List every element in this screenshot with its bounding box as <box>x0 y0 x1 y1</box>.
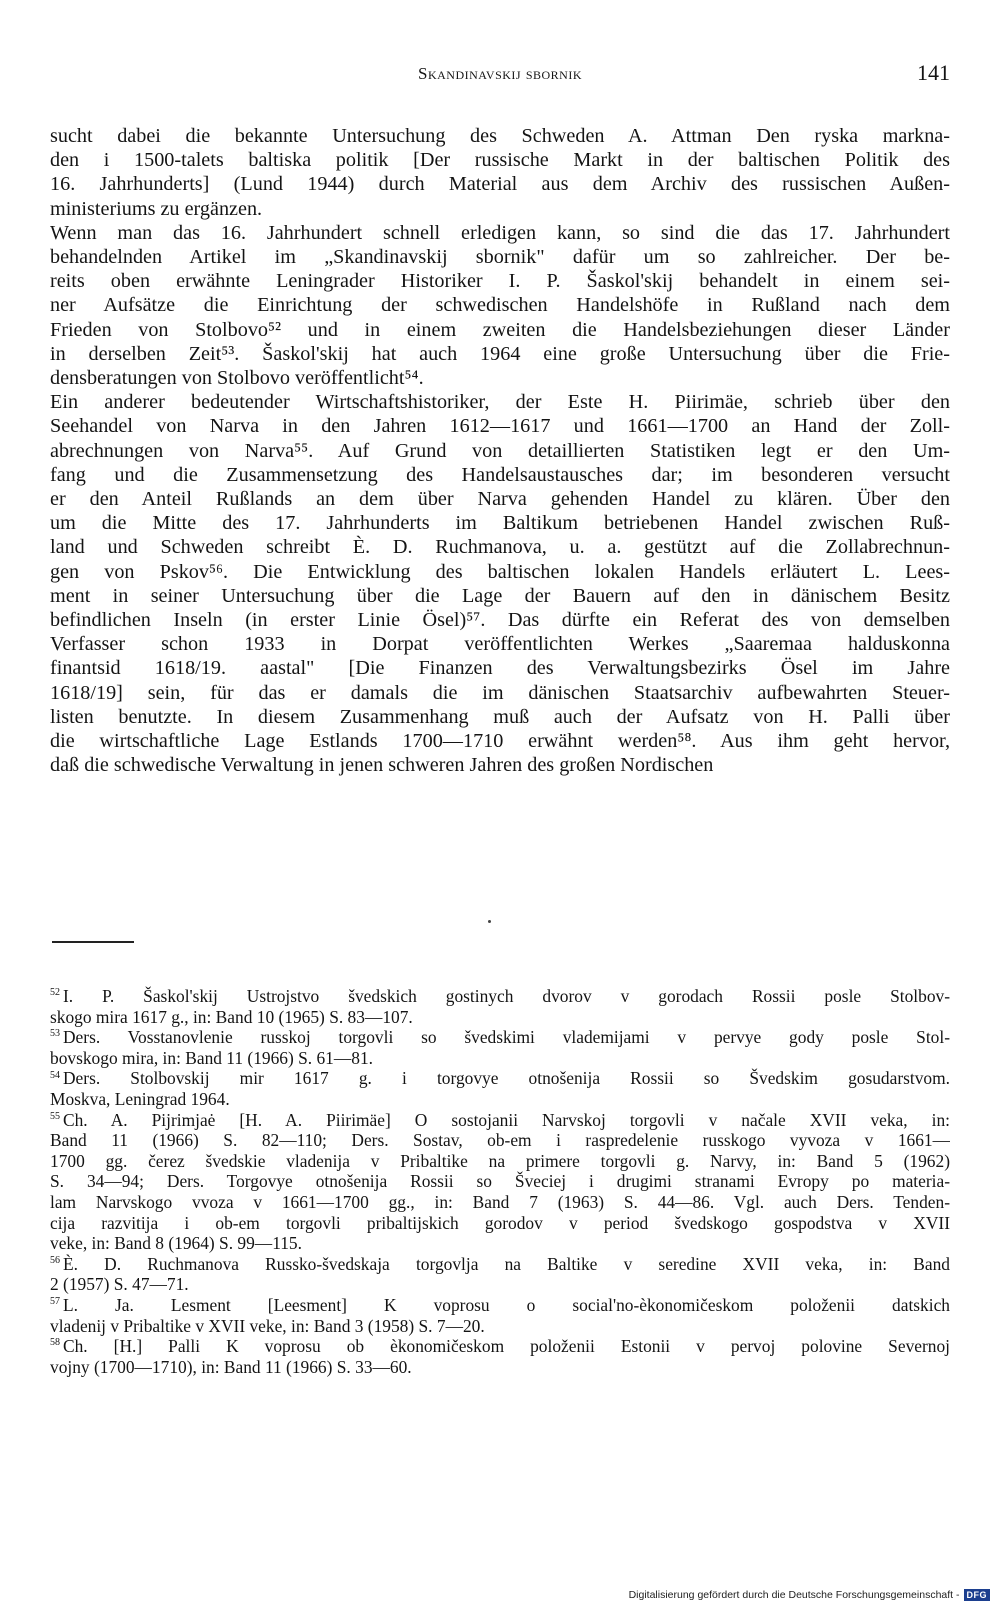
footnote-line <box>50 1027 950 1048</box>
footnote <box>50 1110 950 1254</box>
text-line: fang und die Zusammensetzung des Handelsaustausches dar; im besonderen versucht <box>50 463 950 486</box>
footnote-line <box>50 1336 950 1357</box>
footnote-line <box>50 1130 950 1151</box>
footnotes <box>50 986 950 1377</box>
text-line: sucht dabei die bekannte Untersuchung des Schweden A. Attman Den ryska markna- <box>50 125 950 147</box>
footnote <box>50 1027 950 1068</box>
credit-text: Digitalisierung gefördert durch die Deutsche Forschungsgemeinschaft - <box>628 1589 960 1601</box>
page-header <box>50 60 950 90</box>
footnote-number: 53 <box>50 1028 60 1040</box>
footnote-text: I. P. Šaskol'skij Ustrojstvo švedskich gostinych dvorov v gorodach Rossii posle Stolbov- <box>63 986 950 1006</box>
text-line: finantsid 1618/19. aastal" [Die Finanzen des Verwaltungsbezirks Ösel im Jahre <box>50 657 950 680</box>
text-line: abrechnungen von Narva⁵⁵. Auf Grund von detaillierten Statistiken legt er den Um- <box>50 439 950 462</box>
text-line: er den Anteil Rußlands an dem über Narva gehenden Handel zu klären. Über den <box>50 488 950 511</box>
footnote-line <box>50 1089 950 1110</box>
text-line: Seehandel von Narva in den Jahren 1612—1617 und 1661—1700 an Hand der Zoll- <box>50 415 950 438</box>
footnote <box>50 1254 950 1295</box>
footnote-rule <box>52 941 134 943</box>
text-line: den i 1500-talets baltiska politik [Der russische Markt in der baltischen Politik des <box>50 149 950 172</box>
text-line: ment in seiner Untersuchung über die Lage der Bauern auf den in dänischem Besitz <box>50 584 950 607</box>
footnote-text: Ders. Stolbovskij mir 1617 g. i torgovye otnošenija Rossii so Švedskim gosudarstvom. <box>63 1068 950 1089</box>
scan-speck <box>488 920 491 923</box>
footnote-line <box>50 1192 950 1213</box>
footnote <box>50 986 950 1027</box>
footnote-number: 58 <box>50 1337 60 1349</box>
footnote-text: Ders. Vosstanovlenie russkoj torgovli so švedskimi vlademijami v pervye gody posle Stol- <box>63 1027 950 1048</box>
footnote-number: 55 <box>50 1110 60 1122</box>
text-line: befindlichen Inseln (in erster Linie Ösel)⁵⁷. Das dürfte ein Referat des von demselben <box>50 609 950 632</box>
footnote-line <box>50 1213 950 1234</box>
footnote-line <box>50 1254 950 1275</box>
footnote-line <box>50 986 950 1007</box>
footnote-line <box>50 1357 950 1378</box>
footnote-text: vladenij v Pribaltike v XVII veke, in: Band 3 (1958) S. 7—20. <box>50 1315 485 1336</box>
footnote-text: Ch. A. Pijrimjaė [H. A. Piirimäe] O sostojanii Narvskoj torgovli v načale XVII veka, in: <box>63 1109 950 1130</box>
text-line: Ein anderer bedeutender Wirtschaftshistoriker, der Este H. Piirimäe, schrieb über den <box>50 391 950 414</box>
footnote-text: cija razvitija i ob-em torgovli pribaltijskich gorodov v period švedskogo gospodstva v XVII <box>50 1212 950 1233</box>
footnote-text: bovskogo mira, in: Band 11 (1966) S. 61—81. <box>50 1047 373 1068</box>
footnote-text: 1700 gg. čerez švedskie vladenija v Pribaltike na primere torgovli g. Narvy, in: Band 5 (1962) <box>50 1150 950 1171</box>
footnote-line <box>50 1110 950 1131</box>
text-line: behandelnden Artikel im „Skandinavskij sbornik" dafür um so zahlreicher. Der be- <box>50 246 950 269</box>
footnote-line <box>50 1007 950 1028</box>
footnote-text: È. D. Ruchmanova Russko-švedskaja torgovlja na Baltike v seredine XVII veka, in: Band <box>63 1253 950 1274</box>
dfg-logo: DFG <box>964 1589 991 1601</box>
footnote-text: Band 11 (1966) S. 82—110; Ders. Sostav, ob-em i raspredelenie russkogo vyvoza v 1661— <box>50 1130 950 1151</box>
text-line: in derselben Zeit⁵³. Šaskol'skij hat auch 1964 eine große Untersuchung über die Frie- <box>50 342 950 365</box>
footnote-line <box>50 1316 950 1337</box>
text-line: 16. Jahrhunderts] (Lund 1944) durch Material aus dem Archiv des russischen Außen- <box>50 173 950 196</box>
text-line: Wenn man das 16. Jahrhundert schnell erledigen kann, so sind die das 17. Jahrhundert <box>50 221 950 244</box>
text-line: ministeriums zu ergänzen. <box>50 197 263 220</box>
footnote <box>50 1336 950 1377</box>
footnote <box>50 1068 950 1109</box>
text-line: um die Mitte des 17. Jahrhunderts im Baltikum betriebenen Handel zwischen Ruß- <box>50 512 950 535</box>
footnote-line <box>50 1048 950 1069</box>
text-line: listen benutzte. In diesem Zusammenhang muß auch der Aufsatz von H. Palli über <box>50 705 950 728</box>
main-text <box>50 124 950 777</box>
footnote-text: vojny (1700—1710), in: Band 11 (1966) S. 33—60. <box>50 1356 412 1377</box>
text-line: ner Aufsätze die Einrichtung der schwedischen Handelshöfe in Rußland nach dem <box>50 294 950 317</box>
footnote-number: 52 <box>50 987 60 999</box>
footnote-number: 57 <box>50 1296 60 1308</box>
footnote-text: 2 (1957) S. 47—71. <box>50 1274 189 1295</box>
text-line: densberatungen von Stolbovo veröffentlicht⁵⁴. <box>50 367 424 390</box>
text-line: Verfasser schon 1933 in Dorpat veröffentlichten Werkes „Saaremaa halduskonna <box>50 633 950 656</box>
text-line: gen von Pskov⁵⁶. Die Entwicklung des baltischen lokalen Handels erläutert L. Lees- <box>50 560 950 583</box>
footnote-line <box>50 1171 950 1192</box>
page-number: 141 <box>917 60 950 85</box>
footnote-line <box>50 1274 950 1295</box>
footnote-line <box>50 1295 950 1316</box>
footnote-number: 56 <box>50 1254 60 1266</box>
footnote-line <box>50 1233 950 1254</box>
footnote-line <box>50 1151 950 1172</box>
text-line: Frieden von Stolbovo⁵² und in einem zweiten die Handelsbeziehungen dieser Länder <box>50 318 950 341</box>
text-line: daß die schwedische Verwaltung in jenen schweren Jahren des großen Nordischen <box>50 754 714 777</box>
text-line: die wirtschaftliche Lage Estlands 1700—1710 erwähnt werden⁵⁸. Aus ihm geht hervor, <box>50 730 950 753</box>
footnote-line <box>50 1068 950 1089</box>
footnote-text: lam Narvskogo vvoza v 1661—1700 gg., in: Band 7 (1963) S. 44—86. Vgl. auch Ders. Tenden- <box>50 1191 950 1212</box>
footnote-text: Ch. [H.] Palli K voprosu ob èkonomičeskom položenii Estonii v pervoj polovine Severnoj <box>63 1336 950 1357</box>
footnote <box>50 1295 950 1336</box>
footnote-text: Moskva, Leningrad 1964. <box>50 1088 230 1109</box>
footnote-text: S. 34—94; Ders. Torgovye otnošenija Rossii so Šveciej i drugimi stranami Evropy po materia- <box>50 1171 950 1192</box>
footnote-text: skogo mira 1617 g., in: Band 10 (1965) S. 83—107. <box>50 1006 413 1027</box>
text-line: 1618/19] sein, für das er damals die im dänischen Staatsarchiv aufbewahrten Steuer- <box>50 681 950 704</box>
digitization-credit <box>629 1589 990 1601</box>
footnote-text: veke, in: Band 8 (1964) S. 99—115. <box>50 1233 302 1254</box>
footnote-text: L. Ja. Lesment [Leesment] K voprosu o social'no-èkonomičeskom položenii datskich <box>63 1294 950 1315</box>
footnote-number: 54 <box>50 1069 60 1081</box>
text-line: reits oben erwähnte Leningrader Historiker I. P. Šaskol'skij behandelt in einem sei- <box>50 270 950 293</box>
running-title: Skandinavskij sbornik <box>418 64 582 83</box>
text-line: land und Schweden schreibt È. D. Ruchmanova, u. a. gestützt auf die Zollabrechnun- <box>50 536 950 559</box>
